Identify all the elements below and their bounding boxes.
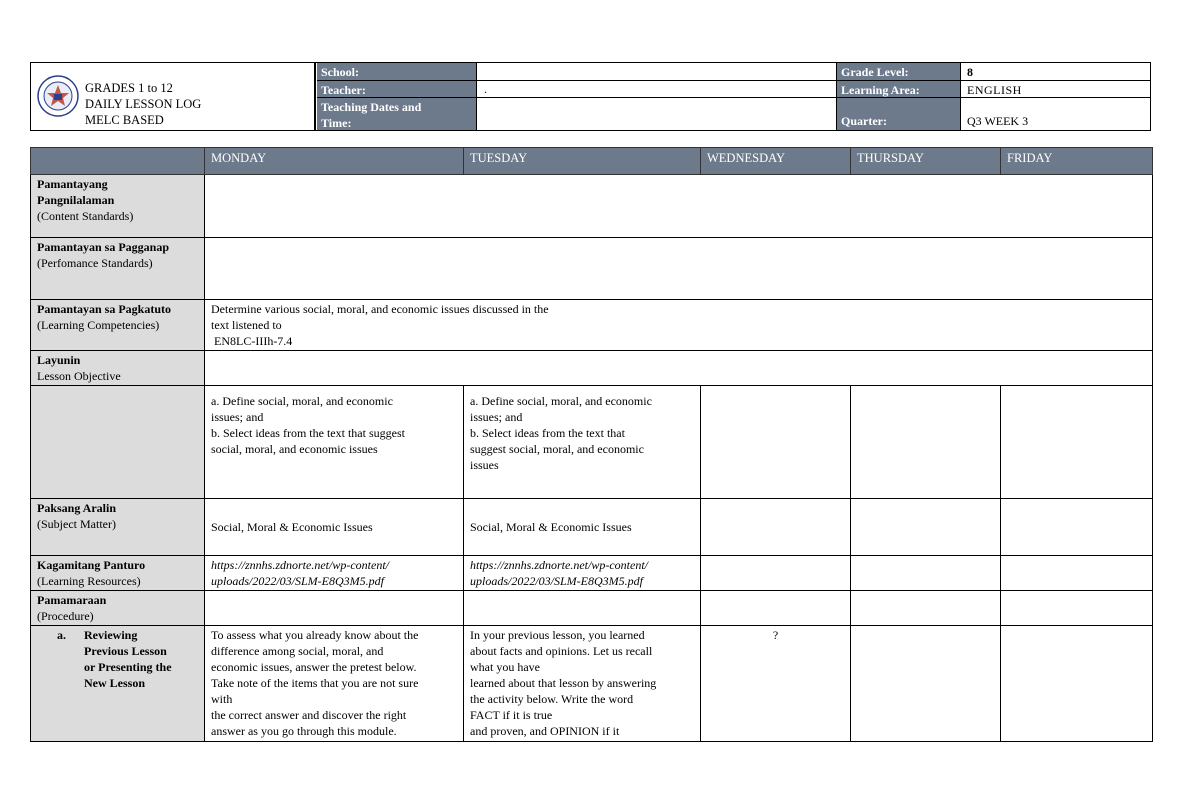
table-row	[31, 626, 1153, 742]
header-title	[85, 80, 201, 128]
review-wednesday-cell[interactable]	[701, 626, 851, 742]
procedure-step-title: New Lesson	[84, 676, 146, 690]
resource-link[interactable]: https://znnhs.zdnorte.net/wp-content/	[470, 558, 648, 572]
procedure-monday-cell[interactable]	[205, 591, 464, 626]
row-subtitle: (Learning Competencies)	[37, 318, 160, 332]
subject-wednesday-cell[interactable]	[701, 499, 851, 556]
lesson-objective-cell[interactable]	[205, 351, 1153, 386]
row-title: Pamamaraan	[37, 593, 107, 607]
day-header-wednesday: WEDNESDAY	[701, 148, 851, 175]
row-subtitle: Lesson Objective	[37, 369, 121, 383]
day-header-monday: MONDAY	[205, 148, 464, 175]
competency-text: Determine various social, moral, and economic issues discussed in the	[211, 302, 549, 316]
review-text-line: answer as you go through this module.	[211, 724, 397, 738]
procedure-step-title: Previous Lesson	[84, 644, 167, 658]
quarter-label-text: Quarter:	[841, 114, 887, 128]
table-row	[31, 175, 1153, 238]
table-row	[31, 499, 1153, 556]
day-header-blank	[31, 148, 205, 175]
table-row	[31, 386, 1153, 499]
teacher-field[interactable]	[477, 81, 837, 98]
table-row	[31, 351, 1153, 386]
procedure-step-title: Reviewing	[84, 628, 138, 642]
procedure-thursday-cell[interactable]	[851, 591, 1001, 626]
deped-seal-icon	[37, 75, 79, 117]
review-text-line: about facts and opinions. Let us recall	[470, 644, 653, 658]
row-title: Paksang Aralin	[37, 501, 117, 515]
quarter-value: Q3 WEEK 3	[967, 114, 1029, 128]
objective-line: a. Define social, moral, and economic	[470, 394, 652, 408]
resources-thursday-cell[interactable]	[851, 556, 1001, 591]
dates-label-line-2: Time:	[321, 116, 352, 130]
dates-label-line-1: Teaching Dates and	[321, 100, 422, 114]
procedure-tuesday-cell[interactable]	[464, 591, 701, 626]
resource-link[interactable]: uploads/2022/03/SLM-E8Q3M5.pdf	[470, 574, 643, 588]
dates-field[interactable]	[477, 98, 837, 130]
resources-monday-cell[interactable]	[205, 556, 464, 591]
resources-wednesday-cell[interactable]	[701, 556, 851, 591]
row-subtitle: (Content Standards)	[37, 209, 134, 223]
review-thursday-cell[interactable]	[851, 626, 1001, 742]
table-row	[31, 556, 1153, 591]
review-text-line: learned about that lesson by answering	[470, 676, 657, 690]
competency-code: EN8LC-IIIh-7.4	[211, 334, 293, 348]
learning-competencies-cell[interactable]	[205, 300, 1153, 351]
procedure-friday-cell[interactable]	[1001, 591, 1153, 626]
objective-line: issues; and	[211, 410, 264, 424]
table-row	[31, 300, 1153, 351]
procedure-letter: a.	[57, 628, 66, 642]
review-friday-cell[interactable]	[1001, 626, 1153, 742]
header-title-line-3: MELC BASED	[85, 113, 164, 127]
row-subtitle: (Learning Resources)	[37, 574, 141, 588]
review-wednesday-text: ?	[772, 628, 779, 642]
review-text-line: Take note of the items that you are not sure	[211, 676, 419, 690]
objectives-tuesday-cell[interactable]	[464, 386, 701, 499]
quarter-value-cell	[961, 98, 1150, 130]
row-label-learning-resources	[31, 556, 205, 591]
review-text-line: what you have	[470, 660, 540, 674]
school-label: School:	[317, 63, 477, 81]
objective-line: social, moral, and economic issues	[211, 442, 378, 456]
review-tuesday-cell[interactable]	[464, 626, 701, 742]
objective-line: issues	[470, 458, 499, 472]
lesson-log-table	[30, 147, 1152, 738]
row-subtitle: (Perfomance Standards)	[37, 256, 153, 270]
row-subtitle: (Subject Matter)	[37, 517, 116, 531]
school-field[interactable]	[477, 63, 837, 81]
review-text-line: To assess what you already know about the	[211, 628, 419, 642]
lesson-table	[30, 147, 1153, 742]
row-title: Layunin	[37, 353, 81, 367]
resource-link[interactable]: https://znnhs.zdnorte.net/wp-content/	[211, 558, 389, 572]
quarter-label	[837, 98, 961, 130]
objective-line: issues; and	[470, 410, 523, 424]
subject-tuesday-cell[interactable]: Social, Moral & Economic Issues	[464, 499, 701, 556]
procedure-wednesday-cell[interactable]	[701, 591, 851, 626]
review-text-line: FACT if it is true	[470, 708, 553, 722]
review-text-line: the correct answer and discover the right	[211, 708, 407, 722]
review-monday-cell[interactable]	[205, 626, 464, 742]
review-text-line: difference among social, moral, and	[211, 644, 384, 658]
row-label-performance-standards	[31, 238, 205, 300]
row-title: Pamantayan sa Pagganap	[37, 240, 170, 254]
table-row	[31, 238, 1153, 300]
row-title: Pamantayang	[37, 177, 108, 191]
row-label-subject-matter	[31, 499, 205, 556]
learning-area-label: Learning Area:	[837, 81, 961, 98]
review-text-line: economic issues, answer the pretest below.	[211, 660, 417, 674]
objectives-monday-cell[interactable]	[205, 386, 464, 499]
header-block	[30, 62, 1151, 131]
grade-level-value: 8	[961, 63, 1150, 81]
subject-friday-cell[interactable]	[1001, 499, 1153, 556]
learning-area-value: ENGLISH	[961, 81, 1150, 98]
objective-line: a. Define social, moral, and economic	[211, 394, 393, 408]
objectives-friday-cell[interactable]	[1001, 386, 1153, 499]
resource-link[interactable]: uploads/2022/03/SLM-E8Q3M5.pdf	[211, 574, 384, 588]
row-title: Pamantayan sa Pagkatuto	[37, 302, 172, 316]
review-text-line: the activity below. Write the word	[470, 692, 634, 706]
review-text-line: and proven, and OPINION if it	[470, 724, 620, 738]
objectives-thursday-cell[interactable]	[851, 386, 1001, 499]
day-header-thursday: THURSDAY	[851, 148, 1001, 175]
objectives-wednesday-cell[interactable]	[701, 386, 851, 499]
row-title: Pangnilalaman	[37, 193, 115, 207]
review-text-line: In your previous lesson, you learned	[470, 628, 645, 642]
table-row	[31, 591, 1153, 626]
resources-tuesday-cell[interactable]	[464, 556, 701, 591]
content-standards-cell[interactable]	[205, 175, 1153, 238]
row-subtitle: (Procedure)	[37, 609, 94, 623]
row-label-reviewing-previous-lesson	[31, 626, 205, 742]
subject-monday-cell[interactable]: Social, Moral & Economic Issues	[205, 499, 464, 556]
competency-text: text listened to	[211, 318, 282, 332]
objective-line: b. Select ideas from the text that suggest	[211, 426, 405, 440]
row-label-procedure	[31, 591, 205, 626]
row-label-objectives-blank	[31, 386, 205, 499]
teacher-label: Teacher:	[317, 81, 477, 98]
subject-thursday-cell[interactable]	[851, 499, 1001, 556]
day-header-friday: FRIDAY	[1001, 148, 1153, 175]
row-label-lesson-objective	[31, 351, 205, 386]
row-label-content-standards	[31, 175, 205, 238]
header-title-line-1: GRADES 1 to 12	[85, 81, 173, 95]
header-logo-cell	[31, 63, 315, 130]
day-header-row	[31, 148, 1153, 175]
review-text-line: with	[211, 692, 233, 706]
performance-standards-cell[interactable]	[205, 238, 1153, 300]
dates-label	[317, 98, 477, 130]
grade-level-label: Grade Level:	[837, 63, 961, 81]
row-title: Kagamitang Panturo	[37, 558, 146, 572]
objective-line: suggest social, moral, and economic	[470, 442, 644, 456]
procedure-step-title: or Presenting the	[84, 660, 172, 674]
resources-friday-cell[interactable]	[1001, 556, 1153, 591]
day-header-tuesday: TUESDAY	[464, 148, 701, 175]
row-label-learning-competencies	[31, 300, 205, 351]
objective-line: b. Select ideas from the text that	[470, 426, 625, 440]
header-divider	[315, 63, 317, 130]
header-title-line-2: DAILY LESSON LOG	[85, 97, 202, 111]
teacher-value: .	[484, 82, 487, 96]
